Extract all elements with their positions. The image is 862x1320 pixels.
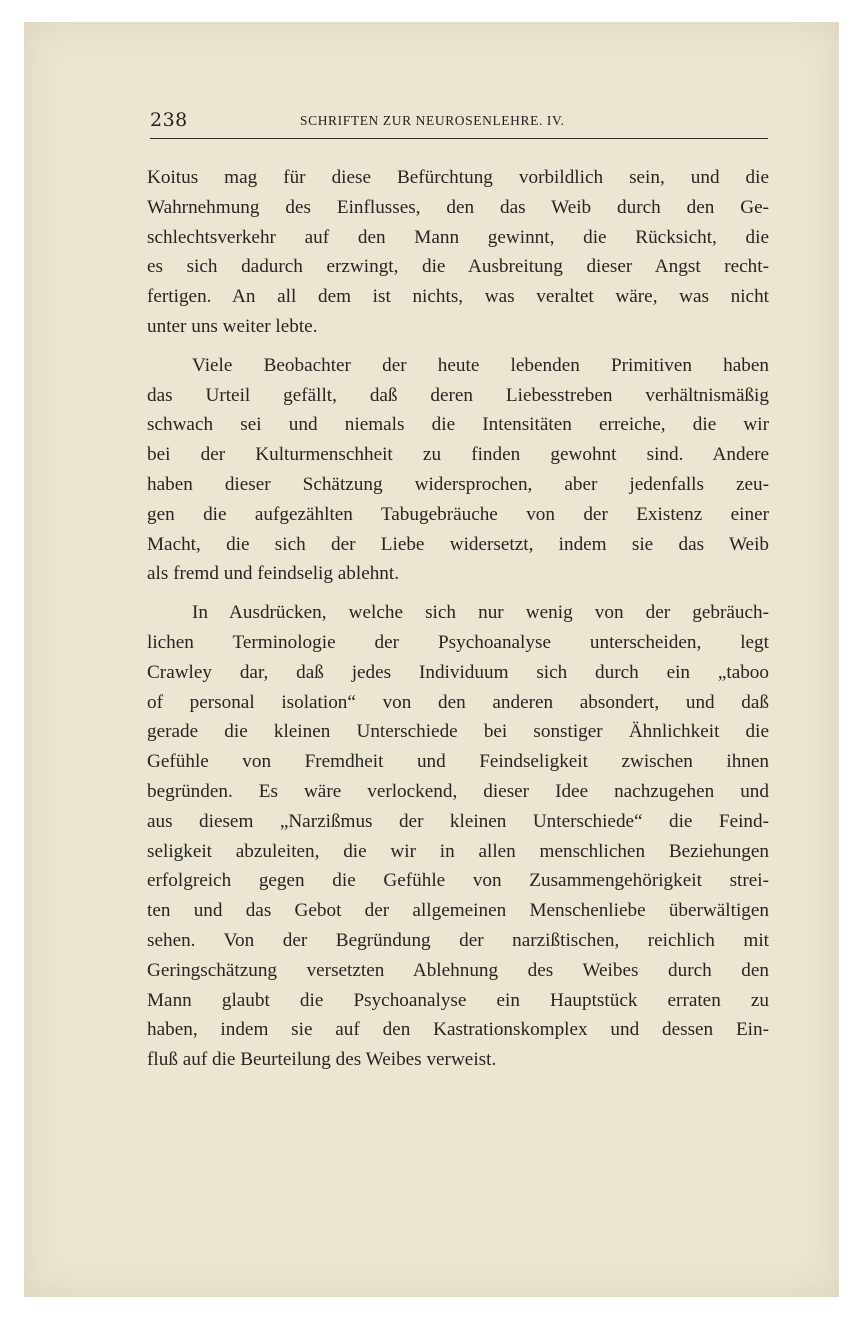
text-line: gerade die kleinen Unterschiede bei sonstiger Ähnlichkeit die	[147, 721, 769, 743]
text-line: Macht, die sich der Liebe widersetzt, indem sie das Weib	[147, 533, 769, 555]
text-line: haben dieser Schätzung widersprochen, aber jedenfalls zeu-	[147, 473, 769, 495]
text-line: seligkeit abzuleiten, die wir in allen menschlichen Beziehungen	[147, 840, 769, 862]
paragraph	[147, 598, 769, 1075]
text-line: aus diesem „Narzißmus der kleinen Unterschiede“ die Feind-	[147, 810, 769, 832]
text-line: haben, indem sie auf den Kastrationskomplex und dessen Ein-	[147, 1019, 769, 1041]
text-line: schlechtsverkehr auf den Mann gewinnt, die Rücksicht, die	[147, 226, 769, 248]
text-line: Crawley dar, daß jedes Individuum sich durch ein „taboo	[147, 661, 769, 683]
page-header	[150, 108, 768, 139]
text-line: begründen. Es wäre verlockend, dieser Idee nachzugehen und	[147, 780, 769, 802]
text-line: Mann glaubt die Psychoanalyse ein Hauptstück erraten zu	[147, 989, 769, 1011]
text-line: unter uns weiter lebte.	[147, 315, 318, 337]
paragraph	[147, 163, 769, 342]
text-line: erfolgreich gegen die Gefühle von Zusammengehörigkeit strei-	[147, 870, 769, 892]
text-line: bei der Kulturmenschheit zu finden gewohnt sind. Andere	[147, 444, 769, 466]
text-line: Geringschätzung versetzten Ablehnung des Weibes durch den	[147, 959, 769, 981]
running-head: SCHRIFTEN ZUR NEUROSENLEHRE. IV.	[300, 113, 565, 128]
text-line: schwach sei und niemals die Intensitäten erreiche, die wir	[147, 414, 769, 436]
text-line: Wahrnehmung des Einflusses, den das Weib durch den Ge-	[147, 196, 769, 218]
text-line: lichen Terminologie der Psychoanalyse unterscheiden, legt	[147, 631, 769, 653]
text-line: das Urteil gefällt, daß deren Liebesstreben verhältnismäßig	[147, 384, 769, 406]
text-line: Gefühle von Fremdheit und Feindseligkeit zwischen ihnen	[147, 751, 769, 773]
text-line: es sich dadurch erzwingt, die Ausbreitung dieser Angst recht-	[147, 256, 769, 278]
text-line: gen die aufgezählten Tabugebräuche von der Existenz einer	[147, 503, 769, 525]
text-line: of personal isolation“ von den anderen absondert, und daß	[147, 691, 769, 713]
text-line: In Ausdrücken, welche sich nur wenig von der gebräuch-	[192, 602, 769, 624]
text-line: als fremd und feindselig ablehnt.	[147, 563, 400, 585]
body-text	[147, 163, 769, 1075]
text-line: fluß auf die Beurteilung des Weibes verweist.	[147, 1049, 497, 1071]
text-line: Koitus mag für diese Befürchtung vorbildlich sein, und die	[147, 167, 769, 188]
paragraph	[147, 351, 769, 589]
text-line: ten und das Gebot der allgemeinen Menschenliebe überwältigen	[147, 900, 769, 922]
page-number: 238	[150, 109, 188, 131]
text-line: Viele Beobachter der heute lebenden Primitiven haben	[192, 354, 769, 376]
text-line: fertigen. An all dem ist nichts, was veraltet wäre, was nicht	[147, 286, 769, 308]
text-line: sehen. Von der Begründung der narzißtischen, reichlich mit	[147, 929, 769, 951]
